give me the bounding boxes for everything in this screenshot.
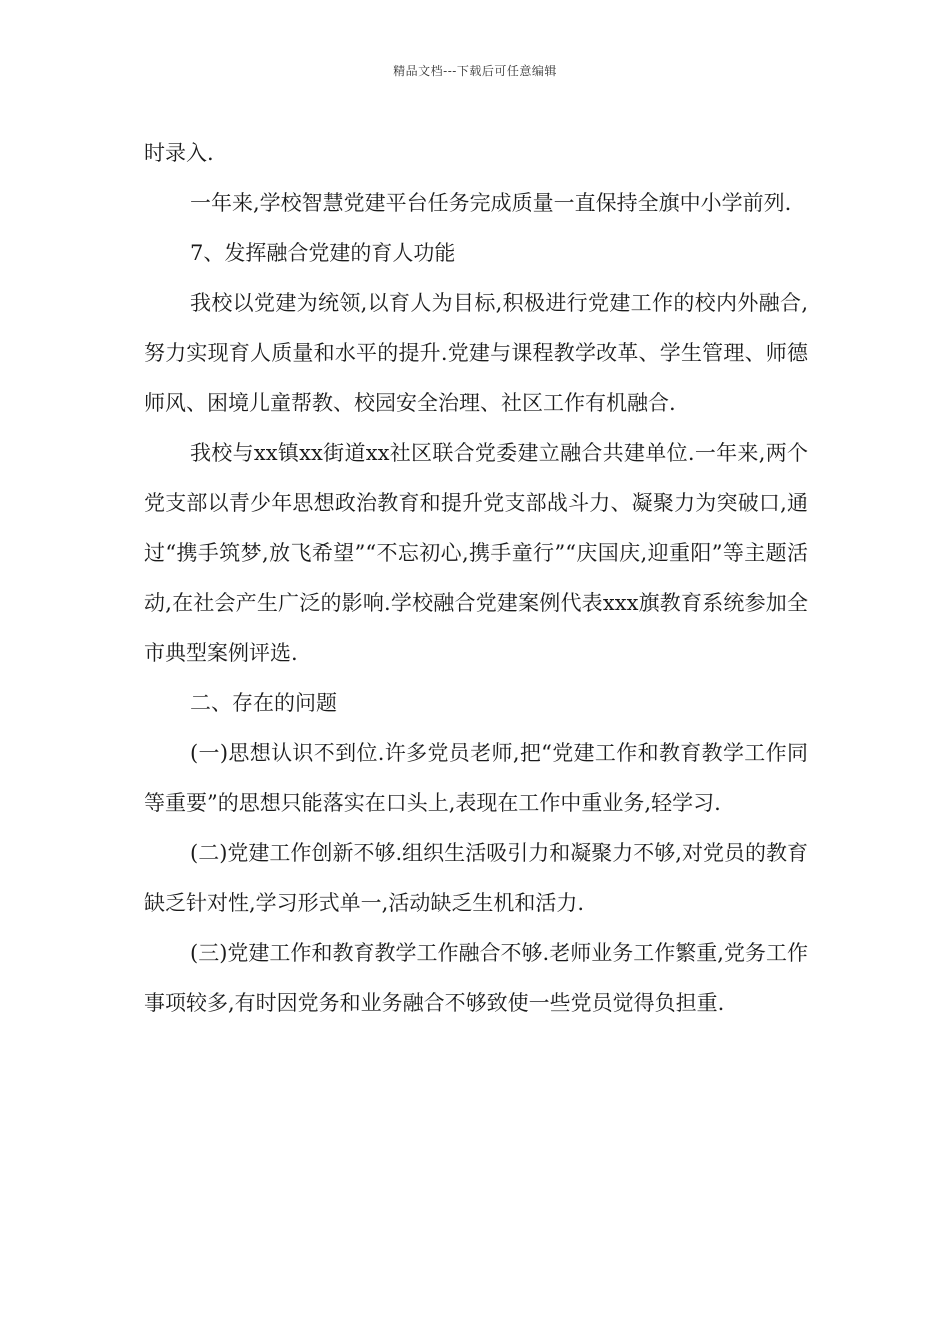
paragraph-community-partnership: 我校与xx镇xx街道xx社区联合党委建立融合共建单位.一年来,两个党支部以青少年思想政治教育和提升党支部战斗力、凝聚力为突破口,通过“携手筑梦,放飞希望”“不忘初心,携手童行”“庆国庆,迎重阳”等主题活动,在社会产生广泛的影响.学校融合党建案例代表xxx旗教育系统参加全市典型案例评选.	[144, 441, 808, 665]
paragraph-integration: 我校以党建为统领,以育人为目标,积极进行党建工作的校内外融合,努力实现育人质量和水平的提升.党建与课程教学改革、学生管理、师德师风、困境儿童帮教、校园安全治理、社区工作有机融合.	[144, 291, 808, 415]
section-heading-problems: 二、存在的问题	[190, 691, 337, 715]
paragraph-problem-1: (一)思想认识不到位.许多党员老师,把“党建工作和教育教学工作同等重要”的思想只能落实在口头上,表现在工作中重业务,轻学习.	[144, 741, 808, 815]
document-body	[144, 128, 808, 1028]
paragraph-problem-2: (二)党建工作创新不够.组织生活吸引力和凝聚力不够,对党员的教育缺乏针对性,学习形式单一,活动缺乏生机和活力.	[144, 841, 808, 915]
paragraph-problem-3: (三)党建工作和教育教学工作融合不够.老师业务工作繁重,党务工作事项较多,有时因党务和业务融合不够致使一些党员觉得负担重.	[144, 941, 808, 1015]
paragraph-platform-quality: 一年来,学校智慧党建平台任务完成质量一直保持全旗中小学前列.	[190, 191, 792, 215]
paragraph-continuation: 时录入.	[144, 141, 214, 165]
section-heading-7: 7、发挥融合党建的育人功能	[190, 241, 456, 265]
page-header: 精品文档---下载后可任意编辑	[393, 64, 557, 78]
